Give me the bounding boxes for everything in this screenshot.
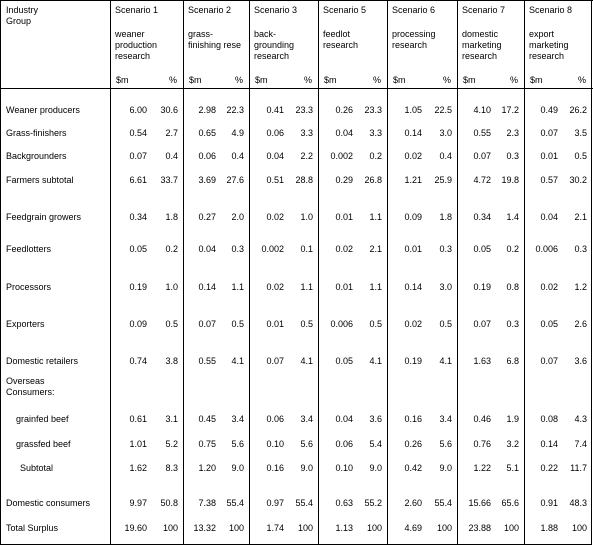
percent-cell: 26.8 — [364, 175, 382, 185]
dollar-cell: 0.06 — [266, 128, 284, 138]
percent-cell: 100 — [366, 523, 382, 533]
dollar-cell: 0.04 — [335, 128, 353, 138]
dollar-cell: 7.38 — [198, 498, 216, 508]
dollar-cell: 0.55 — [198, 356, 216, 366]
dollar-cell: 0.16 — [404, 414, 422, 424]
scenario-title: Scenario 8 — [529, 5, 573, 15]
dollar-cell: 0.05 — [540, 319, 558, 329]
percent-cell: 0.5 — [231, 319, 244, 329]
row-label: Backgrounders — [6, 151, 67, 161]
percent-cell: 0.2 — [165, 244, 178, 254]
percent-cell: 100 — [297, 523, 313, 533]
dollar-cell: 19.60 — [124, 523, 147, 533]
dollar-cell: 1.21 — [404, 175, 422, 185]
percent-cell: 4.1 — [231, 356, 244, 366]
percent-cell: 2.7 — [165, 128, 178, 138]
dollar-cell: 0.02 — [335, 244, 353, 254]
percent-cell: 0.5 — [439, 319, 452, 329]
dollar-cell: 3.69 — [198, 175, 216, 185]
percent-cell: 3.4 — [300, 414, 313, 424]
column-divider — [318, 0, 319, 545]
percent-cell: 9.0 — [300, 463, 313, 473]
dollar-cell: 0.19 — [129, 282, 147, 292]
row-label: Domestic retailers — [6, 356, 79, 366]
percent-cell: 2.2 — [300, 151, 313, 161]
dollar-cell: 4.10 — [473, 105, 491, 115]
percent-cell: 0.5 — [300, 319, 313, 329]
dollar-cell: 0.01 — [404, 244, 422, 254]
dollar-cell: 0.74 — [129, 356, 147, 366]
unit-percent: % — [442, 75, 451, 85]
percent-cell: 4.1 — [369, 356, 382, 366]
percent-cell: 28.8 — [295, 175, 313, 185]
percent-cell: 1.8 — [439, 212, 452, 222]
percent-cell: 4.1 — [300, 356, 313, 366]
dollar-cell: 0.02 — [404, 151, 422, 161]
row-label: Processors — [6, 282, 52, 292]
dollar-cell: 1.63 — [473, 356, 491, 366]
percent-cell: 55.4 — [434, 498, 452, 508]
percent-cell: 0.4 — [231, 151, 244, 161]
dollar-cell: 0.02 — [266, 282, 284, 292]
dollar-cell: 0.16 — [266, 463, 284, 473]
dollar-cell: 6.61 — [129, 175, 147, 185]
percent-cell: 30.6 — [160, 105, 178, 115]
scenario-title: Scenario 1 — [115, 5, 159, 15]
dollar-cell: 0.09 — [404, 212, 422, 222]
dollar-cell: 0.63 — [335, 498, 353, 508]
percent-cell: 5.6 — [231, 439, 244, 449]
dollar-cell: 1.88 — [540, 523, 558, 533]
percent-cell: 100 — [228, 523, 244, 533]
dollar-cell: 0.14 — [198, 282, 216, 292]
percent-cell: 19.8 — [501, 175, 519, 185]
percent-cell: 1.4 — [506, 212, 519, 222]
dollar-cell: 0.002 — [261, 244, 284, 254]
unit-dollars-million: $m — [255, 75, 268, 85]
overseas-consumers-label: Consumers: — [6, 387, 55, 397]
dollar-cell: 0.34 — [473, 212, 491, 222]
percent-cell: 1.1 — [369, 212, 382, 222]
percent-cell: 4.1 — [439, 356, 452, 366]
scenario-description: marketing — [529, 40, 569, 50]
dollar-cell: 0.76 — [473, 439, 491, 449]
percent-cell: 8.3 — [165, 463, 178, 473]
dollar-cell: 0.75 — [198, 439, 216, 449]
percent-cell: 1.1 — [300, 282, 313, 292]
percent-cell: 55.4 — [295, 498, 313, 508]
row-label: Grass-finishers — [6, 128, 67, 138]
dollar-cell: 0.01 — [335, 212, 353, 222]
scenario-description: export — [529, 29, 555, 39]
industry-group-header: Group — [6, 16, 32, 26]
percent-cell: 0.5 — [165, 319, 178, 329]
dollar-cell: 0.34 — [129, 212, 147, 222]
dollar-cell: 0.07 — [198, 319, 216, 329]
percent-cell: 100 — [503, 523, 519, 533]
percent-cell: 5.6 — [300, 439, 313, 449]
percent-cell: 26.2 — [569, 105, 587, 115]
percent-cell: 0.3 — [574, 244, 587, 254]
percent-cell: 2.1 — [369, 244, 382, 254]
industry-group-header: Industry — [6, 5, 39, 15]
dollar-cell: 0.09 — [129, 319, 147, 329]
dollar-cell: 0.10 — [266, 439, 284, 449]
percent-cell: 0.4 — [165, 151, 178, 161]
dollar-cell: 0.41 — [266, 105, 284, 115]
dollar-cell: 13.32 — [193, 523, 216, 533]
percent-cell: 0.2 — [369, 151, 382, 161]
dollar-cell: 1.01 — [129, 439, 147, 449]
dollar-cell: 0.42 — [404, 463, 422, 473]
scenario-title: Scenario 6 — [392, 5, 436, 15]
dollar-cell: 0.01 — [335, 282, 353, 292]
percent-cell: 1.1 — [231, 282, 244, 292]
percent-cell: 27.6 — [226, 175, 244, 185]
row-label: Feedgrain growers — [6, 212, 82, 222]
row-label: grainfed beef — [16, 414, 69, 424]
dollar-cell: 0.08 — [540, 414, 558, 424]
percent-cell: 1.9 — [506, 414, 519, 424]
dollar-cell: 0.05 — [473, 244, 491, 254]
dollar-cell: 0.27 — [198, 212, 216, 222]
percent-cell: 23.3 — [295, 105, 313, 115]
unit-dollars-million: $m — [116, 75, 129, 85]
column-divider — [524, 0, 525, 545]
scenario-title: Scenario 7 — [462, 5, 506, 15]
scenario-description: domestic — [462, 29, 499, 39]
dollar-cell: 6.00 — [129, 105, 147, 115]
dollar-cell: 0.29 — [335, 175, 353, 185]
dollar-cell: 0.19 — [404, 356, 422, 366]
dollar-cell: 23.88 — [468, 523, 491, 533]
dollar-cell: 0.19 — [473, 282, 491, 292]
scenario-description: production — [115, 40, 158, 50]
percent-cell: 3.2 — [506, 439, 519, 449]
dollar-cell: 0.05 — [335, 356, 353, 366]
scenario-description: back- — [254, 29, 277, 39]
percent-cell: 3.3 — [369, 128, 382, 138]
percent-cell: 22.3 — [226, 105, 244, 115]
header-divider — [0, 88, 593, 89]
scenario-description: research — [529, 51, 565, 61]
scenario-description: grass- — [188, 29, 214, 39]
percent-cell: 1.2 — [574, 282, 587, 292]
dollar-cell: 0.57 — [540, 175, 558, 185]
percent-cell: 9.0 — [231, 463, 244, 473]
dollar-cell: 0.07 — [540, 128, 558, 138]
scenario-description: grounding — [254, 40, 295, 50]
percent-cell: 100 — [571, 523, 587, 533]
percent-cell: 3.4 — [231, 414, 244, 424]
percent-cell: 0.3 — [506, 319, 519, 329]
dollar-cell: 0.07 — [473, 151, 491, 161]
unit-percent: % — [303, 75, 312, 85]
percent-cell: 30.2 — [569, 175, 587, 185]
dollar-cell: 1.20 — [198, 463, 216, 473]
row-label: grassfed beef — [16, 439, 71, 449]
unit-dollars-million: $m — [189, 75, 202, 85]
scenario-description: finishing rese — [188, 40, 242, 50]
dollar-cell: 0.06 — [266, 414, 284, 424]
dollar-cell: 1.22 — [473, 463, 491, 473]
dollar-cell: 4.69 — [404, 523, 422, 533]
dollar-cell: 1.13 — [335, 523, 353, 533]
scenario-description: marketing — [462, 40, 502, 50]
row-label: Total Surplus — [6, 523, 59, 533]
dollar-cell: 2.98 — [198, 105, 216, 115]
percent-cell: 0.1 — [300, 244, 313, 254]
scenario-description: research — [462, 51, 498, 61]
dollar-cell: 0.61 — [129, 414, 147, 424]
column-divider — [183, 0, 184, 545]
percent-cell: 2.3 — [506, 128, 519, 138]
column-divider — [110, 0, 111, 545]
percent-cell: 1.0 — [300, 212, 313, 222]
percent-cell: 5.2 — [165, 439, 178, 449]
percent-cell: 0.5 — [369, 319, 382, 329]
unit-percent: % — [234, 75, 243, 85]
dollar-cell: 9.97 — [129, 498, 147, 508]
dollar-cell: 0.04 — [266, 151, 284, 161]
dollar-cell: 0.54 — [129, 128, 147, 138]
row-label: Feedlotters — [6, 244, 52, 254]
dollar-cell: 0.65 — [198, 128, 216, 138]
percent-cell: 3.4 — [439, 414, 452, 424]
dollar-cell: 1.62 — [129, 463, 147, 473]
percent-cell: 100 — [436, 523, 452, 533]
dollar-cell: 0.04 — [198, 244, 216, 254]
percent-cell: 65.6 — [501, 498, 519, 508]
percent-cell: 1.0 — [165, 282, 178, 292]
top-border — [0, 0, 593, 1]
row-label: Subtotal — [20, 463, 54, 473]
percent-cell: 3.6 — [574, 356, 587, 366]
row-label: Weaner producers — [6, 105, 80, 115]
row-label: Exporters — [6, 319, 45, 329]
dollar-cell: 0.07 — [266, 356, 284, 366]
dollar-cell: 0.06 — [335, 439, 353, 449]
scenario-description: processing — [392, 29, 436, 39]
percent-cell: 33.7 — [160, 175, 178, 185]
overseas-consumers-label: Overseas — [6, 376, 45, 386]
dollar-cell: 0.97 — [266, 498, 284, 508]
scenario-description: research — [115, 51, 151, 61]
dollar-cell: 0.07 — [540, 356, 558, 366]
scenario-description: research — [254, 51, 290, 61]
scenario-description: research — [323, 40, 359, 50]
percent-cell: 2.1 — [574, 212, 587, 222]
dollar-cell: 0.07 — [473, 319, 491, 329]
column-divider — [0, 0, 1, 545]
percent-cell: 48.3 — [569, 498, 587, 508]
percent-cell: 3.8 — [165, 356, 178, 366]
column-divider — [249, 0, 250, 545]
percent-cell: 5.4 — [369, 439, 382, 449]
dollar-cell: 0.14 — [540, 439, 558, 449]
dollar-cell: 0.26 — [335, 105, 353, 115]
scenario-description: weaner — [115, 29, 145, 39]
percent-cell: 25.9 — [434, 175, 452, 185]
dollar-cell: 0.46 — [473, 414, 491, 424]
dollar-cell: 0.04 — [335, 414, 353, 424]
scenario-description: research — [392, 40, 428, 50]
percent-cell: 0.2 — [506, 244, 519, 254]
percent-cell: 2.0 — [231, 212, 244, 222]
unit-dollars-million: $m — [324, 75, 337, 85]
percent-cell: 11.7 — [570, 463, 587, 473]
dollar-cell: 0.10 — [335, 463, 353, 473]
percent-cell: 3.1 — [165, 414, 178, 424]
percent-cell: 5.6 — [439, 439, 452, 449]
percent-cell: 55.4 — [226, 498, 244, 508]
dollar-cell: 0.55 — [473, 128, 491, 138]
dollar-cell: 0.14 — [404, 128, 422, 138]
dollar-cell: 0.22 — [540, 463, 558, 473]
percent-cell: 23.3 — [364, 105, 382, 115]
percent-cell: 100 — [162, 523, 178, 533]
unit-percent: % — [577, 75, 586, 85]
percent-cell: 0.4 — [439, 151, 452, 161]
percent-cell: 6.8 — [506, 356, 519, 366]
dollar-cell: 0.91 — [540, 498, 558, 508]
percent-cell: 9.0 — [439, 463, 452, 473]
dollar-cell: 2.60 — [404, 498, 422, 508]
dollar-cell: 0.06 — [198, 151, 216, 161]
column-divider — [387, 0, 388, 545]
dollar-cell: 0.51 — [266, 175, 284, 185]
percent-cell: 4.9 — [231, 128, 244, 138]
percent-cell: 1.1 — [369, 282, 382, 292]
dollar-cell: 0.45 — [198, 414, 216, 424]
percent-cell: 2.6 — [574, 319, 587, 329]
dollar-cell: 0.01 — [540, 151, 558, 161]
dollar-cell: 0.07 — [129, 151, 147, 161]
percent-cell: 7.4 — [574, 439, 587, 449]
dollar-cell: 0.006 — [330, 319, 353, 329]
dollar-cell: 0.04 — [540, 212, 558, 222]
percent-cell: 50.8 — [160, 498, 178, 508]
unit-dollars-million: $m — [463, 75, 476, 85]
scenario-title: Scenario 2 — [188, 5, 232, 15]
percent-cell: 0.3 — [231, 244, 244, 254]
row-label: Domestic consumers — [6, 498, 91, 508]
dollar-cell: 0.26 — [404, 439, 422, 449]
dollar-cell: 0.01 — [266, 319, 284, 329]
percent-cell: 17.2 — [501, 105, 519, 115]
dollar-cell: 0.02 — [266, 212, 284, 222]
percent-cell: 5.1 — [506, 463, 519, 473]
dollar-cell: 0.02 — [540, 282, 558, 292]
dollar-cell: 15.66 — [468, 498, 491, 508]
unit-dollars-million: $m — [530, 75, 543, 85]
percent-cell: 3.6 — [369, 414, 382, 424]
scenario-description: feedlot — [323, 29, 351, 39]
percent-cell: 3.5 — [574, 128, 587, 138]
percent-cell: 3.0 — [439, 128, 452, 138]
scenario-title: Scenario 3 — [254, 5, 298, 15]
percent-cell: 0.5 — [574, 151, 587, 161]
percent-cell: 0.3 — [506, 151, 519, 161]
scenario-title: Scenario 5 — [323, 5, 367, 15]
dollar-cell: 0.002 — [330, 151, 353, 161]
unit-percent: % — [168, 75, 177, 85]
dollar-cell: 4.72 — [473, 175, 491, 185]
dollar-cell: 0.05 — [129, 244, 147, 254]
percent-cell: 0.3 — [439, 244, 452, 254]
unit-dollars-million: $m — [393, 75, 406, 85]
dollar-cell: 0.14 — [404, 282, 422, 292]
dollar-cell: 0.006 — [535, 244, 558, 254]
dollar-cell: 1.05 — [404, 105, 422, 115]
percent-cell: 0.8 — [506, 282, 519, 292]
dollar-cell: 0.49 — [540, 105, 558, 115]
column-divider — [457, 0, 458, 545]
row-label: Farmers subtotal — [6, 175, 74, 185]
percent-cell: 4.3 — [574, 414, 587, 424]
dollar-cell: 0.02 — [404, 319, 422, 329]
percent-cell: 55.2 — [364, 498, 382, 508]
dollar-cell: 1.74 — [266, 523, 284, 533]
percent-cell: 9.0 — [369, 463, 382, 473]
unit-percent: % — [509, 75, 518, 85]
percent-cell: 1.8 — [165, 212, 178, 222]
percent-cell: 3.3 — [300, 128, 313, 138]
unit-percent: % — [372, 75, 381, 85]
percent-cell: 22.5 — [434, 105, 452, 115]
percent-cell: 3.0 — [439, 282, 452, 292]
